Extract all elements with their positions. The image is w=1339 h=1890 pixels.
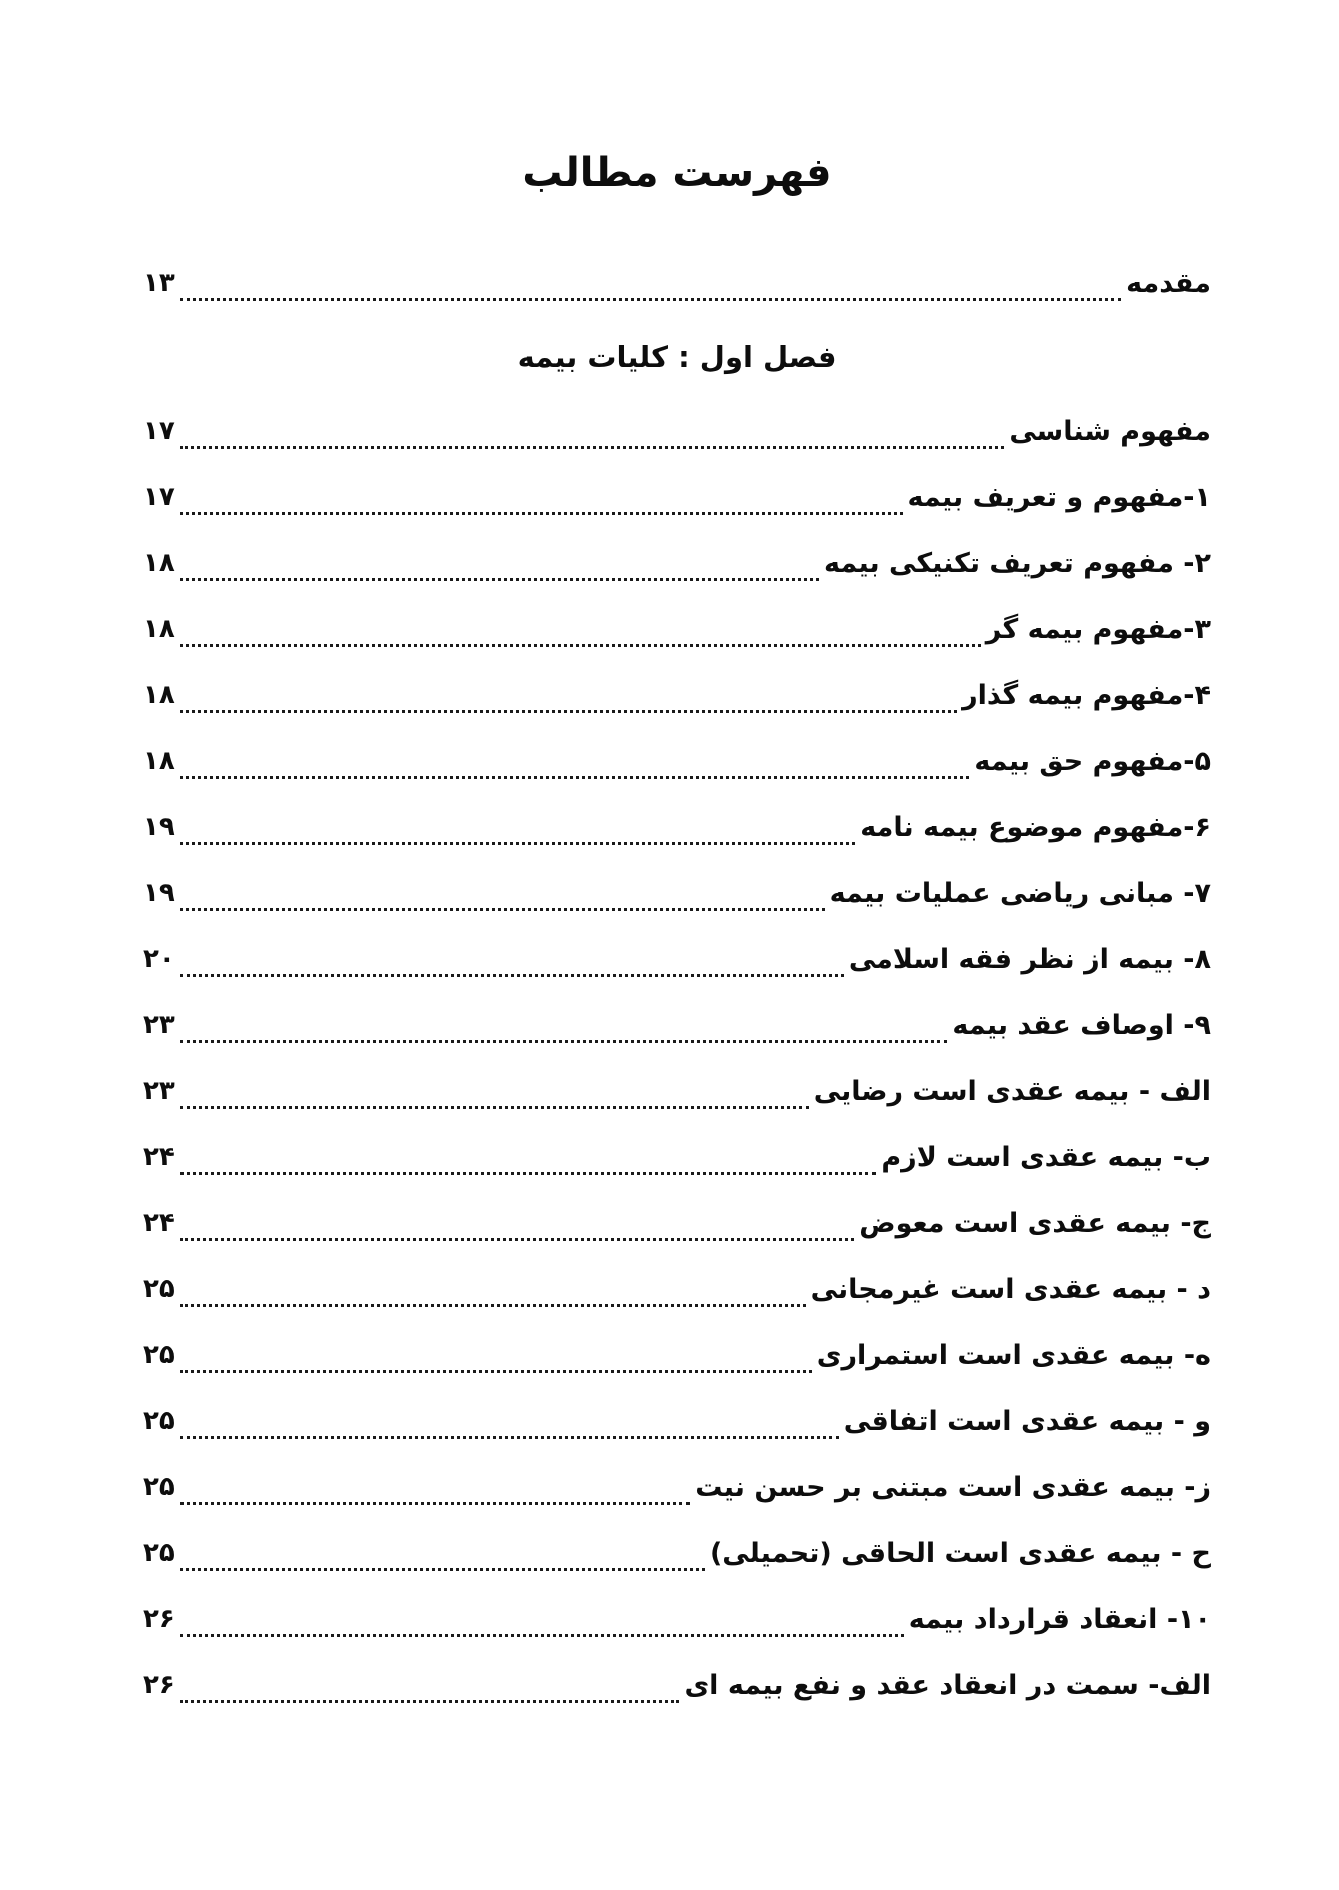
toc-entry — [143, 1388, 1211, 1454]
toc-entry — [143, 992, 1211, 1058]
toc-entry-page-number: ۱۹ — [143, 812, 175, 842]
toc-entry-label: مفهوم شناسی — [1009, 415, 1211, 447]
toc-entry-page-number: ۱۷ — [143, 416, 175, 446]
toc-entry-label: ۸- بیمه از نظر فقه اسلامی — [848, 943, 1211, 975]
dot-leader — [180, 1079, 809, 1109]
toc-entry-label: ۳-مفهوم بیمه گر — [985, 613, 1211, 645]
toc-entry-label: ۵-مفهوم حق بیمه — [974, 745, 1211, 777]
dot-leader — [180, 1145, 877, 1175]
dot-leader — [180, 1541, 705, 1571]
toc-entry — [143, 1520, 1211, 1586]
dot-leader — [180, 815, 856, 845]
toc-entry-page-number: ۲۳ — [143, 1076, 175, 1106]
toc-entry-label: ۶-مفهوم موضوع بیمه نامه — [860, 811, 1211, 843]
toc-entry-label: الف- سمت در انعقاد عقد و نفع بیمه ای — [684, 1669, 1211, 1701]
toc-entry-label: ز- بیمه عقدی است مبتنی بر حسن نیت — [695, 1471, 1211, 1503]
toc-entry — [143, 1586, 1211, 1652]
dot-leader — [180, 551, 819, 581]
toc-entry — [143, 1058, 1211, 1124]
toc-entry-label: ه- بیمه عقدی است استمراری — [816, 1339, 1211, 1371]
toc-entry-page-number: ۲۶ — [143, 1670, 175, 1700]
dot-leader — [180, 617, 981, 647]
toc-entry — [143, 926, 1211, 992]
dot-leader — [180, 1475, 690, 1505]
toc-entry-label: ح - بیمه عقدی است الحاقی (تحمیلی) — [709, 1537, 1211, 1569]
dot-leader — [180, 947, 844, 977]
toc-entry-page-number: ۲۶ — [143, 1604, 175, 1634]
toc-entry-page-number: ۲۴ — [143, 1142, 175, 1172]
toc-chapter-heading — [143, 316, 1211, 398]
toc-entry-label: ۱-مفهوم و تعریف بیمه — [907, 481, 1211, 513]
toc-entry-label: ج- بیمه عقدی است معوض — [859, 1207, 1211, 1239]
toc-entry-page-number: ۲۵ — [143, 1340, 175, 1370]
toc-list — [143, 250, 1211, 1718]
toc-entry-label: ۹- اوصاف عقد بیمه — [952, 1009, 1211, 1041]
dot-leader — [180, 1607, 904, 1637]
dot-leader — [180, 1013, 948, 1043]
dot-leader — [180, 271, 1121, 301]
dot-leader — [180, 683, 957, 713]
toc-entry-label: الف - بیمه عقدی است رضایی — [813, 1075, 1211, 1107]
dot-leader — [180, 419, 1005, 449]
toc-entry-page-number: ۲۴ — [143, 1208, 175, 1238]
toc-entry — [143, 1190, 1211, 1256]
toc-entry — [143, 464, 1211, 530]
toc-entry-label: ۷- مبانی ریاضی عملیات بیمه — [829, 877, 1211, 909]
dot-leader — [180, 485, 903, 515]
toc-entry-page-number: ۲۰ — [143, 944, 175, 974]
toc-entry — [143, 1124, 1211, 1190]
toc-entry-page-number: ۲۵ — [143, 1406, 175, 1436]
toc-entry — [143, 250, 1211, 316]
dot-leader — [180, 1277, 806, 1307]
toc-entry — [143, 530, 1211, 596]
dot-leader — [180, 1409, 839, 1439]
toc-entry-page-number: ۲۵ — [143, 1472, 175, 1502]
toc-chapter-heading-label: فصل اول : کلیات بیمه — [517, 340, 837, 374]
toc-entry — [143, 398, 1211, 464]
toc-entry-page-number: ۱۷ — [143, 482, 175, 512]
toc-entry — [143, 728, 1211, 794]
toc-entry-label: ۱۰- انعقاد قرارداد بیمه — [908, 1603, 1211, 1635]
toc-entry-page-number: ۱۸ — [143, 746, 175, 776]
page-title: فهرست مطالب — [522, 150, 832, 196]
dot-leader — [180, 881, 825, 911]
toc-entry — [143, 1322, 1211, 1388]
dot-leader — [180, 1211, 855, 1241]
toc-entry-page-number: ۱۸ — [143, 680, 175, 710]
toc-entry-label: و - بیمه عقدی است اتفاقی — [843, 1405, 1211, 1437]
toc-entry-page-number: ۱۹ — [143, 878, 175, 908]
toc-entry-label: مقدمه — [1126, 267, 1211, 299]
toc-entry-page-number: ۱۳ — [143, 268, 175, 298]
toc-entry-label: ب- بیمه عقدی است لازم — [881, 1141, 1211, 1173]
toc-entry — [143, 1652, 1211, 1718]
toc-entry — [143, 1454, 1211, 1520]
toc-entry — [143, 662, 1211, 728]
dot-leader — [180, 749, 970, 779]
toc-entry-page-number: ۱۸ — [143, 548, 175, 578]
dot-leader — [180, 1673, 680, 1703]
toc-entry-page-number: ۲۵ — [143, 1538, 175, 1568]
toc-entry — [143, 860, 1211, 926]
dot-leader — [180, 1343, 812, 1373]
toc-entry-label: ۴-مفهوم بیمه گذار — [962, 679, 1211, 711]
toc-entry — [143, 1256, 1211, 1322]
toc-entry-label: ۲- مفهوم تعریف تکنیکی بیمه — [824, 547, 1211, 579]
toc-entry — [143, 794, 1211, 860]
toc-entry-label: د - بیمه عقدی است غیرمجانی — [810, 1273, 1211, 1305]
toc-entry-page-number: ۲۳ — [143, 1010, 175, 1040]
toc-entry — [143, 596, 1211, 662]
toc-entry-page-number: ۲۵ — [143, 1274, 175, 1304]
toc-entry-page-number: ۱۸ — [143, 614, 175, 644]
